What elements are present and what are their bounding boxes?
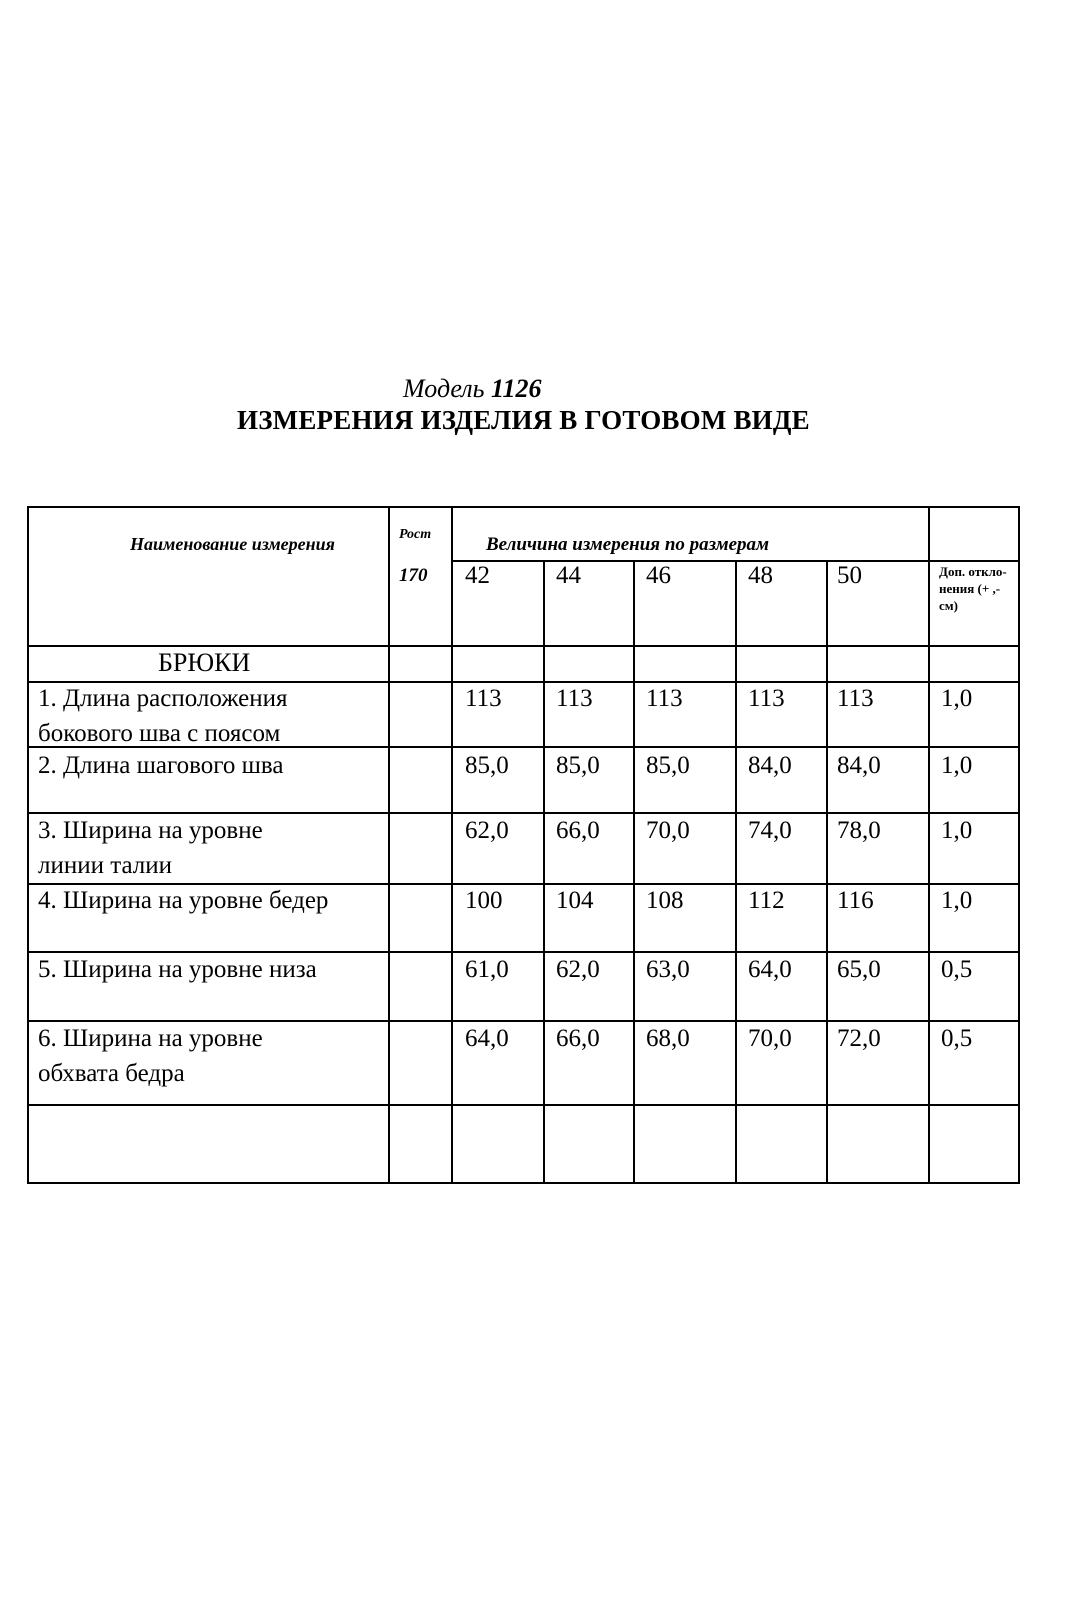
height-value: 170 bbox=[399, 565, 428, 586]
tolerance-cell: 0,5 bbox=[941, 1025, 973, 1052]
size-header-50: 50 bbox=[837, 562, 862, 589]
table-cell: 85,0 bbox=[556, 752, 600, 779]
column-header-height: Рост bbox=[399, 527, 432, 542]
table-cell: 61,0 bbox=[465, 956, 509, 983]
table-cell: 85,0 bbox=[465, 752, 509, 779]
table-cell: 112 bbox=[748, 887, 785, 914]
table-cell: 66,0 bbox=[556, 1025, 600, 1052]
model-number: 1126 bbox=[490, 374, 542, 403]
section-title: БРЮКИ bbox=[158, 648, 251, 677]
column-header-tolerance: Доп. откло-нения (+ ,-см) bbox=[939, 564, 1007, 613]
size-header-46: 46 bbox=[646, 562, 671, 589]
table-cell: 84,0 bbox=[748, 752, 792, 779]
table-cell: 85,0 bbox=[646, 752, 690, 779]
tolerance-cell: 1,0 bbox=[941, 752, 973, 779]
tolerance-cell: 0,5 bbox=[941, 956, 973, 983]
table-cell: 66,0 bbox=[556, 817, 600, 844]
table-cell: 64,0 bbox=[748, 956, 792, 983]
table-cell: 78,0 bbox=[837, 817, 881, 844]
column-header-measurement-name: Наименование измерения bbox=[130, 534, 335, 554]
table-cell: 62,0 bbox=[465, 817, 509, 844]
table-cell: 113 bbox=[748, 685, 785, 712]
table-cell: 63,0 bbox=[646, 956, 690, 983]
column-header-sizes: Величина измерения по размерам bbox=[486, 534, 770, 555]
table-cell: 70,0 bbox=[748, 1025, 792, 1052]
table-cell: 113 bbox=[837, 685, 874, 712]
table-cell: 113 bbox=[465, 685, 502, 712]
table-cell: 64,0 bbox=[465, 1025, 509, 1052]
size-header-48: 48 bbox=[748, 562, 773, 589]
table-cell: 62,0 bbox=[556, 956, 600, 983]
model-word: Модель bbox=[403, 374, 485, 403]
table-cell: 68,0 bbox=[646, 1025, 690, 1052]
size-header-44: 44 bbox=[556, 562, 581, 589]
table-cell: 74,0 bbox=[748, 817, 792, 844]
row-label: 3. Ширина на уровне линии талии bbox=[38, 817, 263, 879]
row-label: 4. Ширина на уровне бедер bbox=[38, 887, 329, 914]
tolerance-cell: 1,0 bbox=[941, 817, 973, 844]
tolerance-cell: 1,0 bbox=[941, 887, 973, 914]
table-cell: 116 bbox=[837, 887, 874, 914]
row-label: 6. Ширина на уровне обхвата бедра bbox=[38, 1025, 263, 1087]
document-title: ИЗМЕРЕНИЯ ИЗДЕЛИЯ В ГОТОВОМ ВИДЕ bbox=[237, 405, 810, 435]
table-cell: 65,0 bbox=[837, 956, 881, 983]
table-cell: 70,0 bbox=[646, 817, 690, 844]
table-cell: 72,0 bbox=[837, 1025, 881, 1052]
tolerance-cell: 1,0 bbox=[941, 685, 973, 712]
table-cell: 104 bbox=[556, 887, 594, 914]
table-cell: 113 bbox=[646, 685, 683, 712]
row-label: 2. Длина шагового шва bbox=[38, 752, 284, 779]
row-label: 5. Ширина на уровне низа bbox=[38, 956, 317, 983]
table-cell: 84,0 bbox=[837, 752, 881, 779]
table-cell: 113 bbox=[556, 685, 593, 712]
table-cell: 108 bbox=[646, 887, 684, 914]
size-header-42: 42 bbox=[465, 562, 490, 589]
table-cell: 100 bbox=[465, 887, 503, 914]
row-label: 1. Длина расположения бокового шва с поясом bbox=[38, 685, 288, 747]
